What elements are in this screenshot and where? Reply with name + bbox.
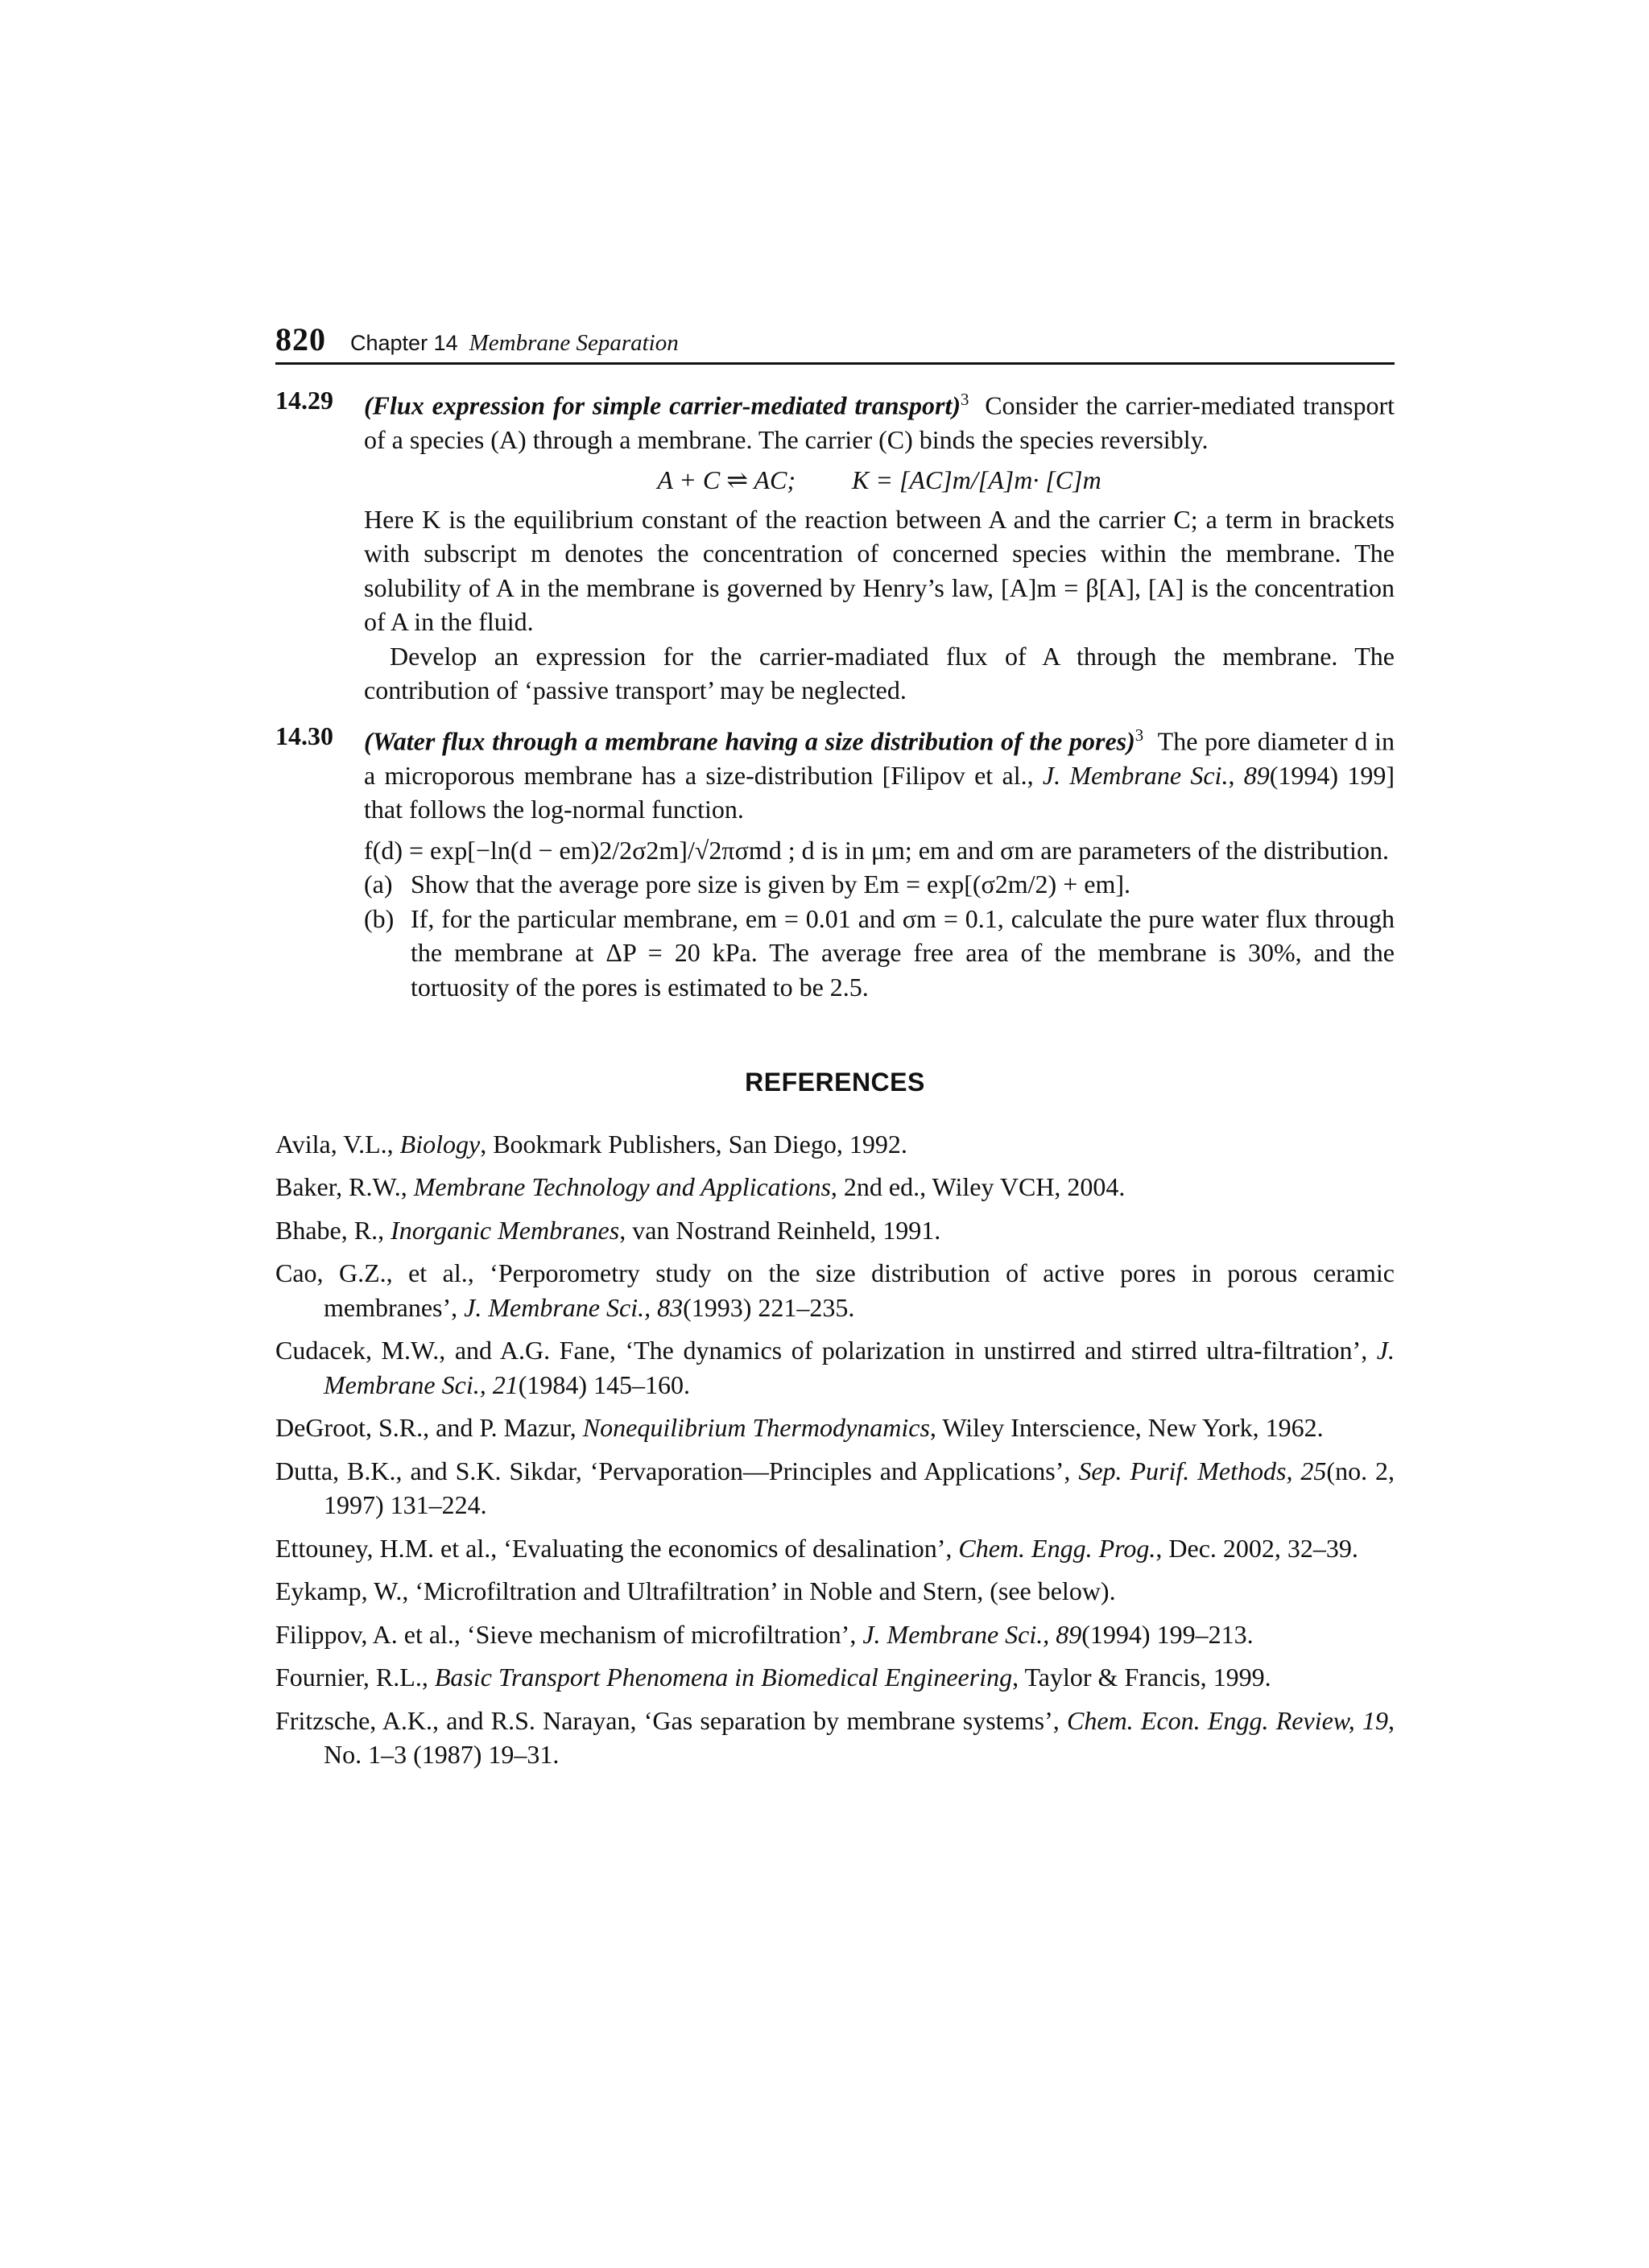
problem-intro: The pore diameter d in a microporous membrane has a size-distribution [Filipov et al., (364, 726, 1395, 790)
ref-details: (1993) 221–235. (683, 1292, 855, 1322)
spacer (275, 708, 1395, 719)
problem-statement (364, 383, 1395, 456)
reference-item (275, 1333, 1395, 1402)
ref-title: Inorganic Membranes (391, 1215, 620, 1245)
page-number: 820 (275, 321, 326, 357)
reference-item (275, 1574, 1395, 1609)
ref-journal: J. Membrane Sci., 21 (324, 1336, 1395, 1399)
ref-authors: Fournier, R.L., (275, 1663, 435, 1692)
problem-title: (Flux expression for simple carrier-mediated transport) (364, 390, 961, 420)
ref-authors: Eykamp, W., ‘Microfiltration and Ultrafiltration’ in Noble and Stern, (see below). (275, 1576, 1116, 1606)
problem-task: Develop an expression for the carrier-madiated flux of A through the membrane. The contribution of ‘passive transport’ may be neglected. (364, 641, 1395, 705)
ref-authors: Cao, G.Z., et al., ‘Perporometry study on the size distribution of active pores in porous ceramic membranes’, (275, 1258, 1395, 1322)
subpart-label: (a) (364, 870, 393, 899)
ref-journal: J. Membrane Sci., 89 (862, 1619, 1082, 1649)
problem-title: (Water flux through a membrane having a size distribution of the pores) (364, 726, 1135, 756)
problem-intro: Consider the carrier-mediated transport of a species (A) through a membrane. The carrier (C) binds the species reversibly. (364, 390, 1395, 454)
chapter-title: Membrane Separation (469, 330, 679, 356)
ref-details: , No. 1–3 (1987) 19–31. (324, 1705, 1395, 1770)
equation-reaction: A + C ⇌ AC; (657, 465, 796, 495)
reference-item (275, 1256, 1395, 1324)
ref-journal: J. Membrane Sci., 83 (464, 1292, 684, 1322)
ref-authors: Filippov, A. et al., ‘Sieve mechanism of microfiltration’, (275, 1619, 863, 1649)
ref-details: , 2nd ed., Wiley VCH, 2004. (830, 1172, 1126, 1202)
chapter-label: Chapter 14 (350, 331, 458, 355)
ref-details: , Taylor & Francis, 1999. (1012, 1663, 1271, 1692)
citation-journal: J. Membrane Sci. (1042, 760, 1229, 790)
ref-details: (1984) 145–160. (518, 1369, 691, 1399)
problem-number: 14.30 (275, 721, 333, 750)
citation-volume: 89 (1243, 760, 1270, 790)
citation-rest: (1994) 199] that follows the log-normal function. (364, 760, 1395, 824)
distribution-function: f(d) = exp[−ln(d − em)2/2σ2m]/√2πσmd ; d is in μm; em and σm are parameters of the distribution. (364, 835, 1389, 865)
footnote-marker: 3 (1134, 725, 1144, 745)
references-heading: REFERENCES (745, 1068, 925, 1097)
reference-item (275, 1617, 1395, 1652)
reference-item (275, 1454, 1395, 1522)
footnote-marker: 3 (961, 390, 969, 409)
reference-item (275, 1213, 1395, 1248)
problem-14-30 (275, 719, 1395, 1004)
ref-details: , Dec. 2002, 32–39. (1155, 1533, 1358, 1563)
ref-title: Nonequilibrium Thermodynamics (582, 1413, 930, 1443)
page-content (275, 383, 1395, 1781)
reference-item (275, 1660, 1395, 1695)
subpart-label: (b) (364, 903, 395, 933)
reference-item (275, 1127, 1395, 1162)
equilibrium-equation (364, 463, 1395, 498)
ref-authors: Cudacek, M.W., and A.G. Fane, ‘The dynamics of polarization in unstirred and stirred ultra-filtration’, (275, 1336, 1377, 1365)
subpart-text: If, for the particular membrane, em = 0.01 and σm = 0.1, calculate the pure water flux through the membrane at ΔP = 20 kPa. The average free area of the membrane is 30%, and the tortuosity of the pores is estimated to be 2.5. (411, 903, 1395, 1002)
ref-details: (1994) 199–213. (1081, 1619, 1254, 1649)
ref-details: , Bookmark Publishers, San Diego, 1992. (480, 1129, 907, 1159)
ref-authors: Ettouney, H.M. et al., ‘Evaluating the economics of desalination’, (275, 1533, 959, 1563)
ref-authors: Bhabe, R., (275, 1215, 391, 1245)
ref-journal: Chem. Econ. Engg. Review, 19 (1067, 1705, 1389, 1735)
ref-authors: DeGroot, S.R., and P. Mazur, (275, 1413, 583, 1443)
ref-title: Membrane Technology and Applications (413, 1172, 831, 1202)
ref-authors: Baker, R.W., (275, 1172, 414, 1202)
ref-details: (no. 2, 1997) 131–224. (324, 1456, 1395, 1520)
problem-number: 14.29 (275, 386, 333, 415)
ref-authors: Fritzsche, A.K., and R.S. Narayan, ‘Gas separation by membrane systems’, (275, 1705, 1068, 1735)
subpart-a (364, 867, 1395, 902)
running-header (275, 320, 1395, 365)
problem-statement: (Water flux through a membrane having a size distribution of the pores)$^3$ The pore diameter d in a microporous membrane has a size-distribution [Filipov et al., J. Membrane Sci., 89(1994) 199] that follows the log-normal function. (364, 725, 1395, 824)
problem-body: Here K is the equilibrium constant of the reaction between A and the carrier C; a term in brackets with subscript m denotes the concentration of concerned species within the membrane. The solubility of A in the membrane is governed by Henry’s law, [A]m = β[A], [A] is the concentration of A in the fluid. (364, 504, 1395, 637)
ref-title: Basic Transport Phenomena in Biomedical Engineering (434, 1663, 1013, 1692)
reference-item (275, 1704, 1395, 1772)
subpart-b (364, 902, 1395, 1005)
equation-constant: K = [AC]m/[A]m· [C]m (852, 465, 1101, 495)
reference-item (275, 1531, 1395, 1566)
ref-journal: Sep. Purif. Methods, 25 (1078, 1456, 1327, 1485)
reference-item (275, 1411, 1395, 1445)
reference-item (275, 1170, 1395, 1204)
ref-details: , van Nostrand Reinheld, 1991. (619, 1215, 941, 1245)
problem-14-29 (275, 383, 1395, 708)
ref-authors: Avila, V.L., (275, 1129, 400, 1159)
ref-journal: Chem. Engg. Prog. (958, 1533, 1156, 1563)
subpart-text: Show that the average pore size is given by Em = exp[(σ2m/2) + em]. (411, 870, 1130, 899)
ref-title: Biology (399, 1129, 481, 1159)
reference-list (275, 1127, 1395, 1772)
ref-authors: Dutta, B.K., and S.K. Sikdar, ‘Pervaporation—Principles and Applications’, (275, 1456, 1079, 1485)
ref-details: , Wiley Interscience, New York, 1962. (929, 1413, 1324, 1443)
